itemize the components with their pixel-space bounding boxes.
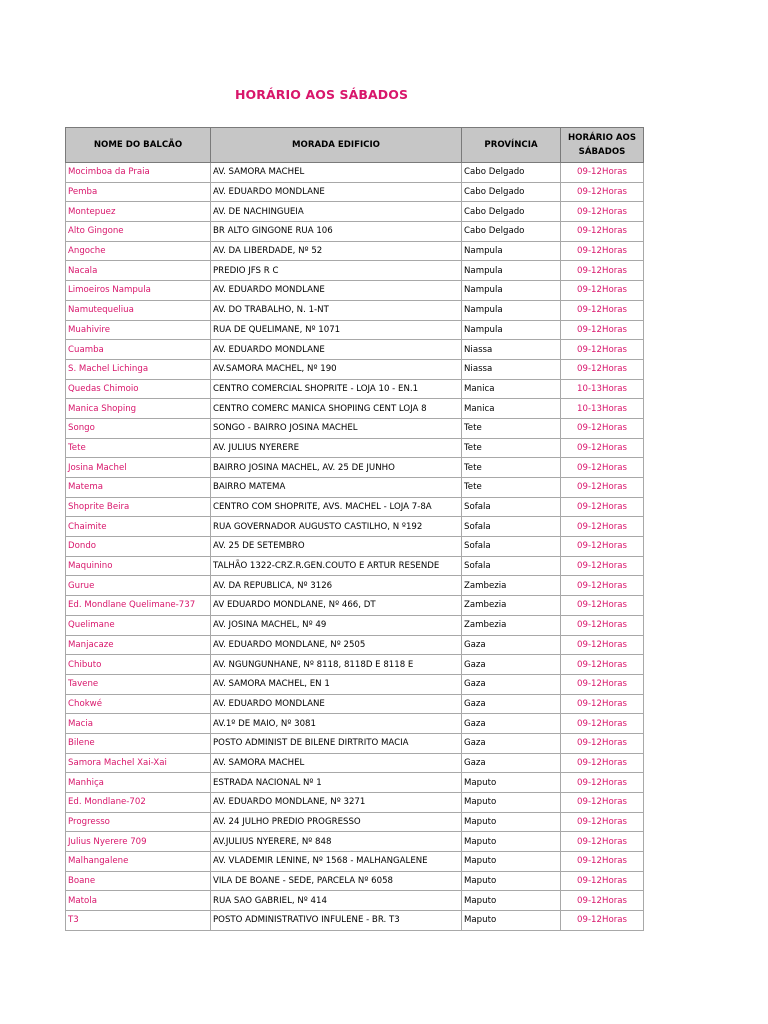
saturday-hours-cell: 09-12Horas xyxy=(561,438,644,458)
column-header-branch-name: NOME DO BALCÃO xyxy=(66,128,211,163)
address-cell: AV.SAMORA MACHEL, Nº 190 xyxy=(211,359,462,379)
address-cell: RUA GOVERNADOR AUGUSTO CASTILHO, N º192 xyxy=(211,517,462,537)
address-cell: BAIRRO JOSINA MACHEL, AV. 25 DE JUNHO xyxy=(211,458,462,478)
saturday-hours-cell: 10-13Horas xyxy=(561,399,644,419)
address-cell: AV. EDUARDO MONDLANE xyxy=(211,694,462,714)
saturday-hours-cell: 09-12Horas xyxy=(561,655,644,675)
branch-name-cell: Shoprite Beira xyxy=(66,497,211,517)
saturday-hours-cell: 09-12Horas xyxy=(561,281,644,301)
address-cell: AV. SAMORA MACHEL, EN 1 xyxy=(211,674,462,694)
province-cell: Maputo xyxy=(462,812,561,832)
branch-name-cell: Cuamba xyxy=(66,340,211,360)
branch-name-cell: Muahivire xyxy=(66,320,211,340)
table-row xyxy=(66,812,644,832)
branch-name-cell: Limoeiros Nampula xyxy=(66,281,211,301)
table-row xyxy=(66,182,644,202)
table-row xyxy=(66,753,644,773)
branch-name-cell: Quelimane xyxy=(66,615,211,635)
saturday-hours-cell: 09-12Horas xyxy=(561,753,644,773)
province-cell: Sofala xyxy=(462,517,561,537)
province-cell: Gaza xyxy=(462,655,561,675)
table-row xyxy=(66,261,644,281)
branch-name-cell: T3 xyxy=(66,911,211,931)
table-row xyxy=(66,222,644,242)
address-cell: ESTRADA NACIONAL Nº 1 xyxy=(211,773,462,793)
table-row xyxy=(66,438,644,458)
column-header-saturday-hours: HORÁRIO AOS SÁBADOS xyxy=(561,128,644,163)
saturday-hours-cell: 09-12Horas xyxy=(561,359,644,379)
table-row xyxy=(66,163,644,183)
table-row xyxy=(66,300,644,320)
table-row xyxy=(66,714,644,734)
address-cell: AV. 25 DE SETEMBRO xyxy=(211,537,462,557)
table-row xyxy=(66,517,644,537)
branch-name-cell: Manhiça xyxy=(66,773,211,793)
saturday-hours-cell: 09-12Horas xyxy=(561,635,644,655)
province-cell: Nampula xyxy=(462,281,561,301)
table-row xyxy=(66,241,644,261)
address-cell: AV. EDUARDO MONDLANE, Nº 2505 xyxy=(211,635,462,655)
branch-name-cell: Julius Nyerere 709 xyxy=(66,832,211,852)
saturday-hours-cell: 09-12Horas xyxy=(561,300,644,320)
province-cell: Manica xyxy=(462,379,561,399)
province-cell: Niassa xyxy=(462,340,561,360)
province-cell: Maputo xyxy=(462,773,561,793)
address-cell: AV. VLADEMIR LENINE, Nº 1568 - MALHANGALENE xyxy=(211,852,462,872)
province-cell: Nampula xyxy=(462,261,561,281)
table-row xyxy=(66,674,644,694)
province-cell: Tete xyxy=(462,418,561,438)
address-cell: AV EDUARDO MONDLANE, Nº 466, DT xyxy=(211,596,462,616)
province-cell: Sofala xyxy=(462,556,561,576)
address-cell: AV. JULIUS NYERERE xyxy=(211,438,462,458)
table-row xyxy=(66,871,644,891)
branch-name-cell: Samora Machel Xai-Xai xyxy=(66,753,211,773)
address-cell: AV. DA REPUBLICA, Nº 3126 xyxy=(211,576,462,596)
province-cell: Cabo Delgado xyxy=(462,222,561,242)
saturday-hours-cell: 09-12Horas xyxy=(561,733,644,753)
page-title: HORÁRIO AOS SÁBADOS xyxy=(235,87,409,102)
branch-name-cell: Matola xyxy=(66,891,211,911)
province-cell: Gaza xyxy=(462,714,561,734)
province-cell: Tete xyxy=(462,438,561,458)
table-row xyxy=(66,399,644,419)
table-row xyxy=(66,911,644,931)
table-row xyxy=(66,635,644,655)
saturday-hours-cell: 09-12Horas xyxy=(561,163,644,183)
table-row xyxy=(66,359,644,379)
address-cell: BR ALTO GINGONE RUA 106 xyxy=(211,222,462,242)
saturday-hours-cell: 09-12Horas xyxy=(561,418,644,438)
branch-name-cell: Bilene xyxy=(66,733,211,753)
saturday-hours-cell: 09-12Horas xyxy=(561,694,644,714)
address-cell: CENTRO COMERCIAL SHOPRITE - LOJA 10 - EN.1 xyxy=(211,379,462,399)
branch-name-cell: Gurue xyxy=(66,576,211,596)
saturday-hours-cell: 09-12Horas xyxy=(561,674,644,694)
saturday-hours-cell: 09-12Horas xyxy=(561,871,644,891)
column-header-address: MORADA EDIFICIO xyxy=(211,128,462,163)
province-cell: Maputo xyxy=(462,793,561,813)
branch-name-cell: Chibuto xyxy=(66,655,211,675)
province-cell: Gaza xyxy=(462,694,561,714)
branch-name-cell: Macia xyxy=(66,714,211,734)
branch-schedule-table xyxy=(65,127,644,931)
table-row xyxy=(66,793,644,813)
branch-name-cell: Manica Shoping xyxy=(66,399,211,419)
province-cell: Sofala xyxy=(462,497,561,517)
branch-name-cell: Manjacaze xyxy=(66,635,211,655)
table-row xyxy=(66,497,644,517)
table-row xyxy=(66,478,644,498)
saturday-hours-cell: 09-12Horas xyxy=(561,517,644,537)
saturday-hours-cell: 09-12Horas xyxy=(561,793,644,813)
address-cell: CENTRO COM SHOPRITE, AVS. MACHEL - LOJA 7-8A xyxy=(211,497,462,517)
province-cell: Gaza xyxy=(462,674,561,694)
saturday-hours-cell: 09-12Horas xyxy=(561,320,644,340)
saturday-hours-cell: 09-12Horas xyxy=(561,812,644,832)
province-cell: Tete xyxy=(462,478,561,498)
saturday-hours-cell: 10-13Horas xyxy=(561,379,644,399)
address-cell: TALHÃO 1322-CRZ.R.GEN.COUTO E ARTUR RESENDE xyxy=(211,556,462,576)
saturday-hours-cell: 09-12Horas xyxy=(561,615,644,635)
province-cell: Maputo xyxy=(462,832,561,852)
province-cell: Nampula xyxy=(462,320,561,340)
address-cell: VILA DE BOANE - SEDE, PARCELA Nº 6058 xyxy=(211,871,462,891)
address-cell: AV. SAMORA MACHEL xyxy=(211,163,462,183)
table-row xyxy=(66,340,644,360)
address-cell: AV. 24 JULHO PREDIO PROGRESSO xyxy=(211,812,462,832)
saturday-hours-cell: 09-12Horas xyxy=(561,832,644,852)
branch-name-cell: Mocimboa da Praia xyxy=(66,163,211,183)
province-cell: Nampula xyxy=(462,241,561,261)
branch-name-cell: Chokwé xyxy=(66,694,211,714)
saturday-hours-cell: 09-12Horas xyxy=(561,891,644,911)
table-row xyxy=(66,202,644,222)
address-cell: RUA SAO GABRIEL, Nº 414 xyxy=(211,891,462,911)
branch-name-cell: Josina Machel xyxy=(66,458,211,478)
province-cell: Zambezia xyxy=(462,596,561,616)
saturday-hours-cell: 09-12Horas xyxy=(561,458,644,478)
address-cell: SONGO - BAIRRO JOSINA MACHEL xyxy=(211,418,462,438)
table-row xyxy=(66,596,644,616)
province-cell: Manica xyxy=(462,399,561,419)
table-row xyxy=(66,379,644,399)
saturday-hours-cell: 09-12Horas xyxy=(561,596,644,616)
branch-name-cell: Chaimite xyxy=(66,517,211,537)
table-row xyxy=(66,694,644,714)
address-cell: AV. NGUNGUNHANE, Nº 8118, 8118D E 8118 E xyxy=(211,655,462,675)
saturday-hours-cell: 09-12Horas xyxy=(561,340,644,360)
province-cell: Cabo Delgado xyxy=(462,182,561,202)
branch-name-cell: Alto Gingone xyxy=(66,222,211,242)
saturday-hours-cell: 09-12Horas xyxy=(561,222,644,242)
branch-name-cell: Namutequeliua xyxy=(66,300,211,320)
branch-name-cell: Maquinino xyxy=(66,556,211,576)
province-cell: Zambezia xyxy=(462,615,561,635)
province-cell: Gaza xyxy=(462,635,561,655)
saturday-hours-cell: 09-12Horas xyxy=(561,556,644,576)
column-header-province: PROVÍNCIA xyxy=(462,128,561,163)
table-row xyxy=(66,281,644,301)
address-cell: AV. EDUARDO MONDLANE xyxy=(211,340,462,360)
table-row xyxy=(66,537,644,557)
address-cell: AV. EDUARDO MONDLANE xyxy=(211,182,462,202)
saturday-hours-cell: 09-12Horas xyxy=(561,182,644,202)
table-row xyxy=(66,655,644,675)
branch-name-cell: Malhangalene xyxy=(66,852,211,872)
branch-name-cell: Dondo xyxy=(66,537,211,557)
saturday-hours-cell: 09-12Horas xyxy=(561,537,644,557)
address-cell: POSTO ADMINIST DE BILENE DIRTRITO MACIA xyxy=(211,733,462,753)
table-row xyxy=(66,891,644,911)
saturday-hours-cell: 09-12Horas xyxy=(561,773,644,793)
branch-name-cell: Tete xyxy=(66,438,211,458)
branch-name-cell: Songo xyxy=(66,418,211,438)
branch-name-cell: Matema xyxy=(66,478,211,498)
saturday-hours-cell: 09-12Horas xyxy=(561,576,644,596)
province-cell: Gaza xyxy=(462,753,561,773)
province-cell: Cabo Delgado xyxy=(462,202,561,222)
branch-name-cell: Boane xyxy=(66,871,211,891)
saturday-hours-cell: 09-12Horas xyxy=(561,241,644,261)
address-cell: CENTRO COMERC MANICA SHOPIING CENT LOJA 8 xyxy=(211,399,462,419)
saturday-hours-cell: 09-12Horas xyxy=(561,911,644,931)
address-cell: AV. EDUARDO MONDLANE xyxy=(211,281,462,301)
province-cell: Maputo xyxy=(462,891,561,911)
province-cell: Sofala xyxy=(462,537,561,557)
table-row xyxy=(66,852,644,872)
address-cell: AV. DA LIBERDADE, Nº 52 xyxy=(211,241,462,261)
branch-name-cell: S. Machel Lichinga xyxy=(66,359,211,379)
address-cell: AV. SAMORA MACHEL xyxy=(211,753,462,773)
saturday-hours-cell: 09-12Horas xyxy=(561,852,644,872)
branch-name-cell: Quedas Chimoio xyxy=(66,379,211,399)
table-row xyxy=(66,418,644,438)
branch-name-cell: Ed. Mondlane Quelimane-737 xyxy=(66,596,211,616)
branch-name-cell: Ed. Mondlane-702 xyxy=(66,793,211,813)
address-cell: POSTO ADMINISTRATIVO INFULENE - BR. T3 xyxy=(211,911,462,931)
branch-name-cell: Tavene xyxy=(66,674,211,694)
table-header-row xyxy=(66,128,644,163)
branch-name-cell: Montepuez xyxy=(66,202,211,222)
province-cell: Nampula xyxy=(462,300,561,320)
table-row xyxy=(66,615,644,635)
table-row xyxy=(66,458,644,478)
branch-name-cell: Pemba xyxy=(66,182,211,202)
province-cell: Maputo xyxy=(462,911,561,931)
address-cell: BAIRRO MATEMA xyxy=(211,478,462,498)
table-row xyxy=(66,576,644,596)
province-cell: Niassa xyxy=(462,359,561,379)
province-cell: Maputo xyxy=(462,871,561,891)
table-row xyxy=(66,832,644,852)
province-cell: Zambezia xyxy=(462,576,561,596)
address-cell: RUA DE QUELIMANE, Nº 1071 xyxy=(211,320,462,340)
branch-name-cell: Angoche xyxy=(66,241,211,261)
table-row xyxy=(66,773,644,793)
table-row xyxy=(66,733,644,753)
province-cell: Tete xyxy=(462,458,561,478)
branch-name-cell: Progresso xyxy=(66,812,211,832)
saturday-hours-cell: 09-12Horas xyxy=(561,261,644,281)
address-cell: AV. DO TRABALHO, N. 1-NT xyxy=(211,300,462,320)
saturday-hours-cell: 09-12Horas xyxy=(561,478,644,498)
branch-name-cell: Nacala xyxy=(66,261,211,281)
table-row xyxy=(66,320,644,340)
province-cell: Maputo xyxy=(462,852,561,872)
address-cell: AV. DE NACHINGUEIA xyxy=(211,202,462,222)
address-cell: AV.JULIUS NYERERE, Nº 848 xyxy=(211,832,462,852)
address-cell: AV. JOSINA MACHEL, Nº 49 xyxy=(211,615,462,635)
address-cell: AV. EDUARDO MONDLANE, Nº 3271 xyxy=(211,793,462,813)
table-row xyxy=(66,556,644,576)
saturday-hours-cell: 09-12Horas xyxy=(561,497,644,517)
province-cell: Cabo Delgado xyxy=(462,163,561,183)
address-cell: PREDIO JFS R C xyxy=(211,261,462,281)
address-cell: AV.1º DE MAIO, Nº 3081 xyxy=(211,714,462,734)
province-cell: Gaza xyxy=(462,733,561,753)
saturday-hours-cell: 09-12Horas xyxy=(561,202,644,222)
saturday-hours-cell: 09-12Horas xyxy=(561,714,644,734)
